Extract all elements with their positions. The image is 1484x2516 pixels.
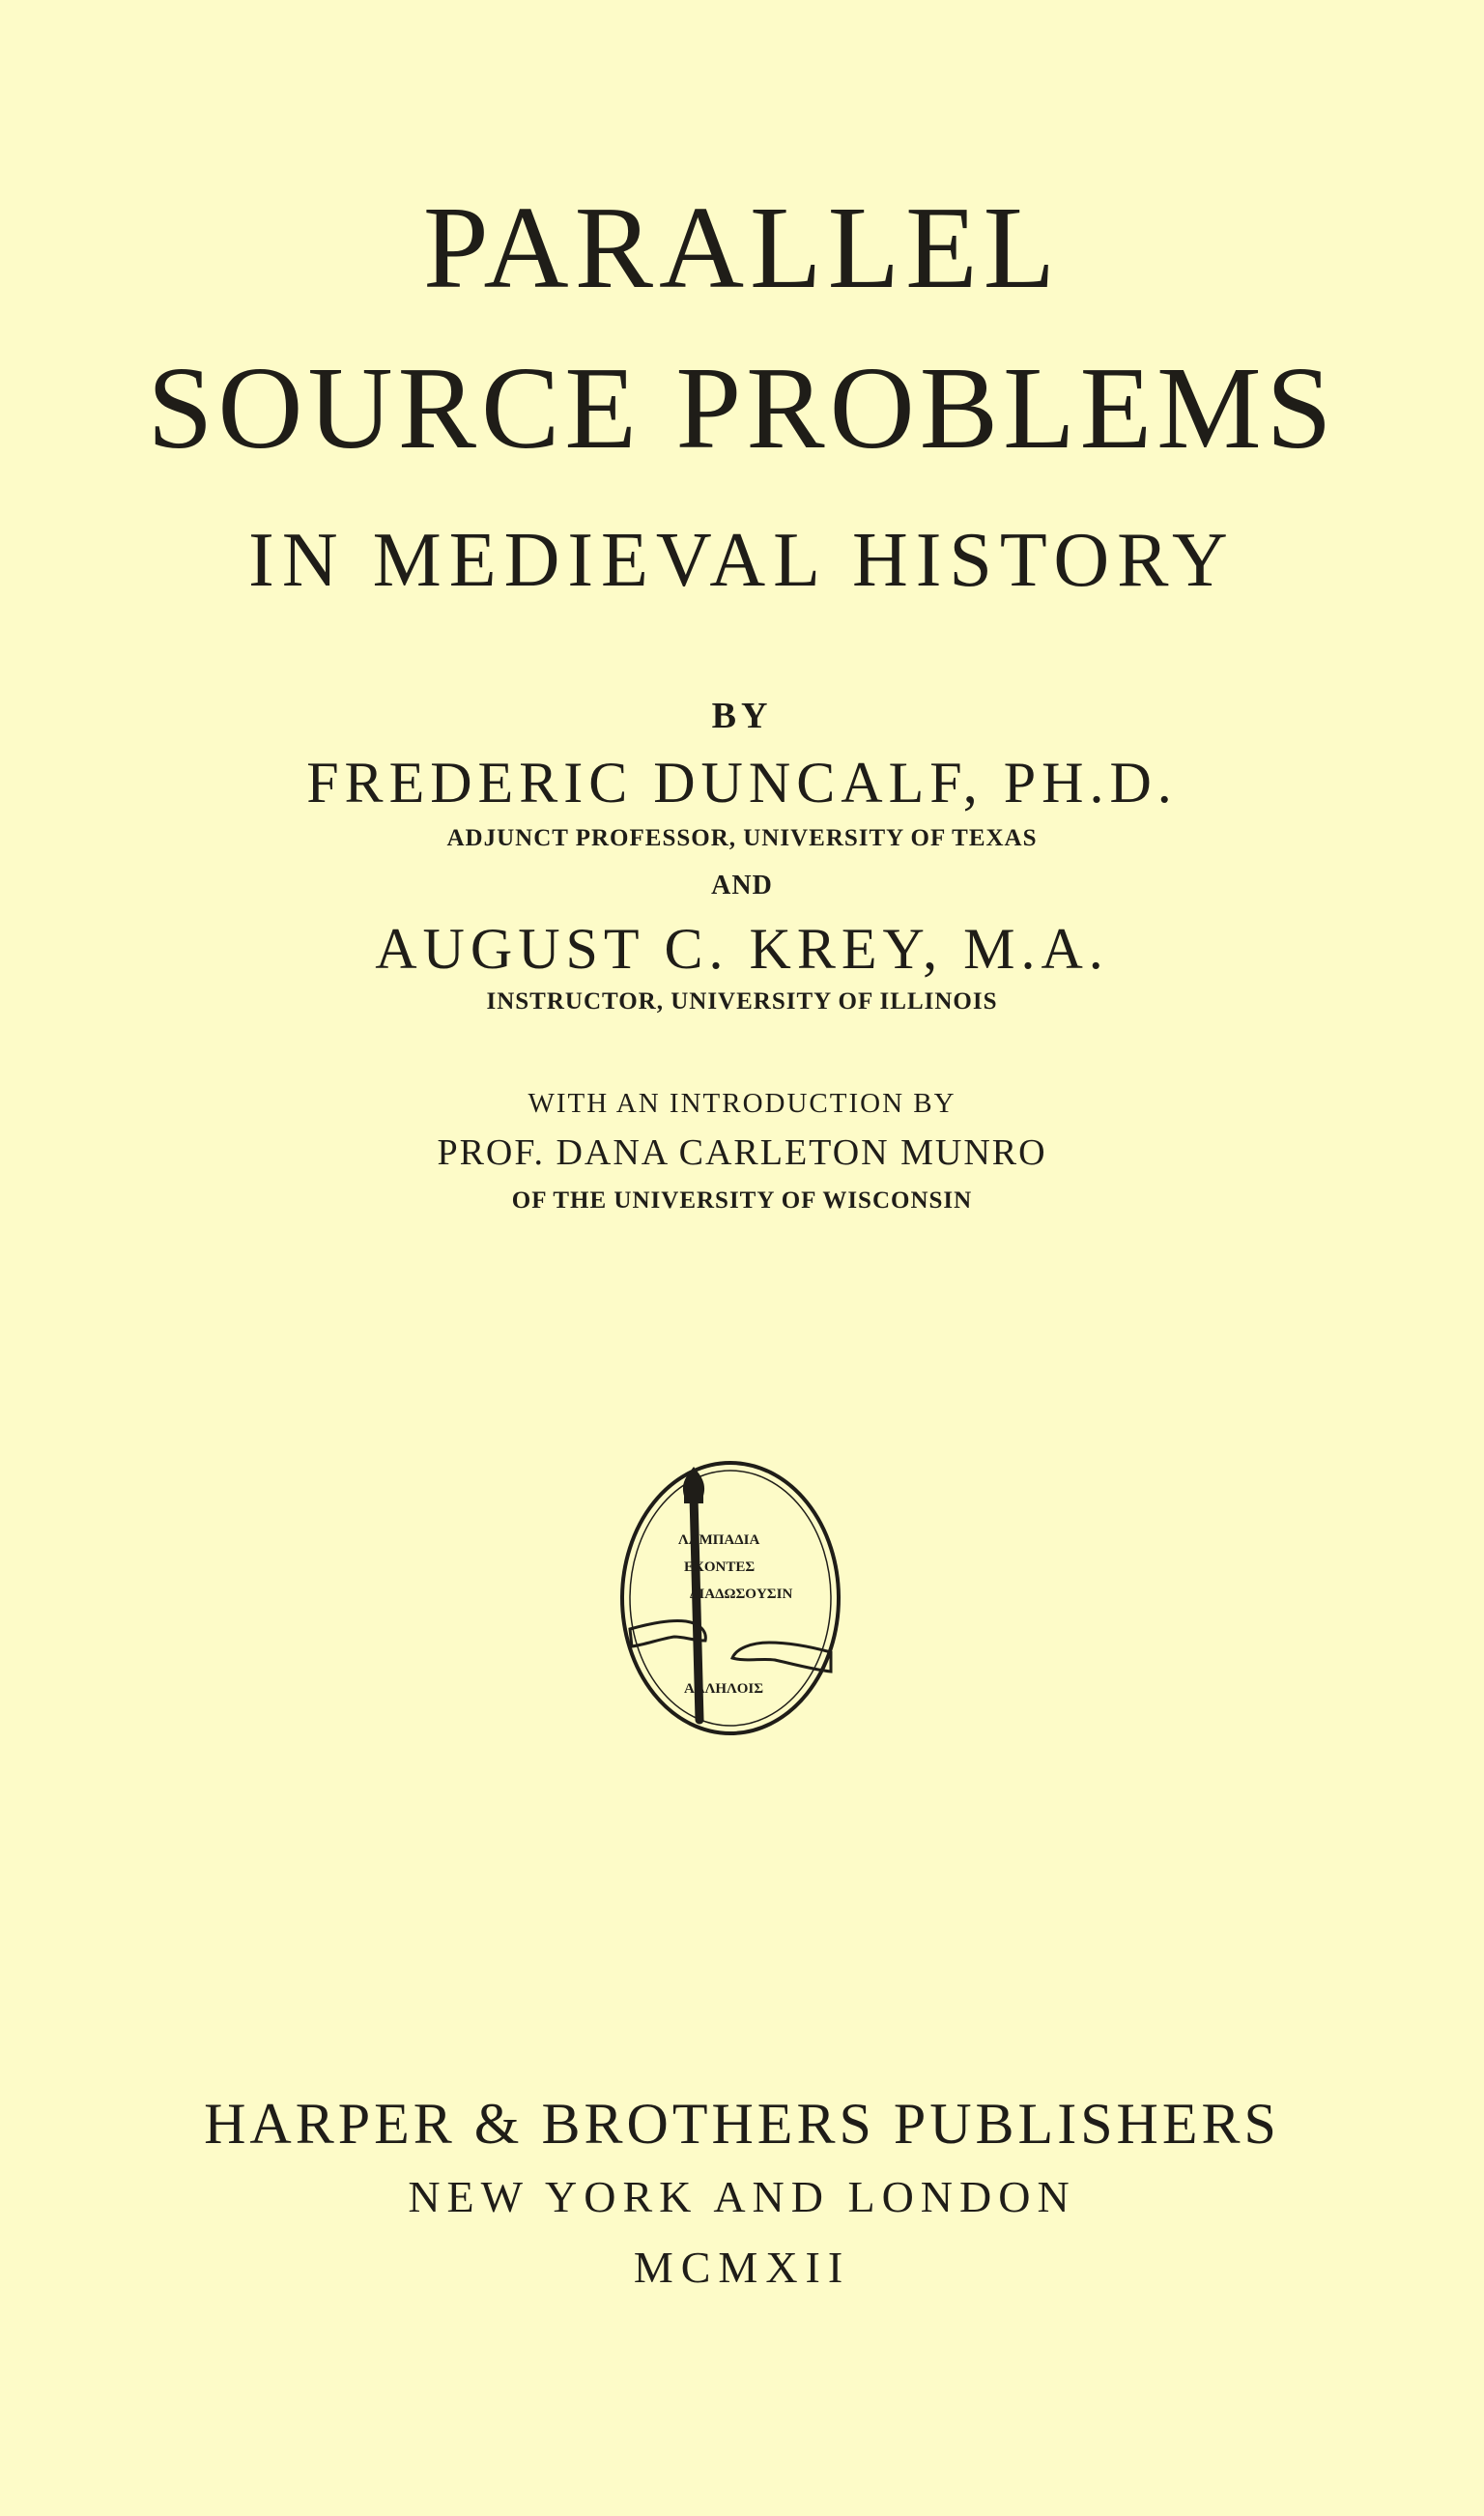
publication-place: NEW YORK AND LONDON [408,2172,1076,2221]
torch-and-hands-emblem-icon [616,1457,844,1739]
book-title-line-1: PARALLEL [422,183,1062,313]
emblem-text-line-2: EXONTEΣ [684,1559,756,1575]
introduction-label: WITH AN INTRODUCTION BY [528,1088,956,1119]
introduction-affiliation: OF THE UNIVERSITY OF WISCONSIN [511,1187,973,1214]
book-subtitle: IN MEDIEVAL HISTORY [248,518,1236,603]
publisher-name: HARPER & BROTHERS PUBLISHERS [204,2092,1280,2156]
publication-year: MCMXII [633,2243,851,2292]
book-title-line-2: SOURCE PROBLEMS [147,343,1337,473]
introduction-author: PROF. DANA CARLETON MUNRO [437,1132,1047,1173]
and-label: AND [711,871,773,901]
author-1-name: FREDERIC DUNCALF, PH.D. [306,751,1178,815]
author-1-affiliation: ADJUNCT PROFESSOR, UNIVERSITY OF TEXAS [446,825,1038,851]
emblem-text-line-3: ΔIAΔΩΣOYΣIN [690,1587,793,1602]
emblem-text-line-4: AΛΛHΛOIΣ [684,1681,764,1697]
author-2-affiliation: INSTRUCTOR, UNIVERSITY OF ILLINOIS [486,988,998,1015]
emblem-text-line-1: ΛAMΠAΔIA [678,1532,760,1548]
by-label: BY [711,696,773,736]
author-2-name: AUGUST C. KREY, M.A. [375,917,1109,981]
